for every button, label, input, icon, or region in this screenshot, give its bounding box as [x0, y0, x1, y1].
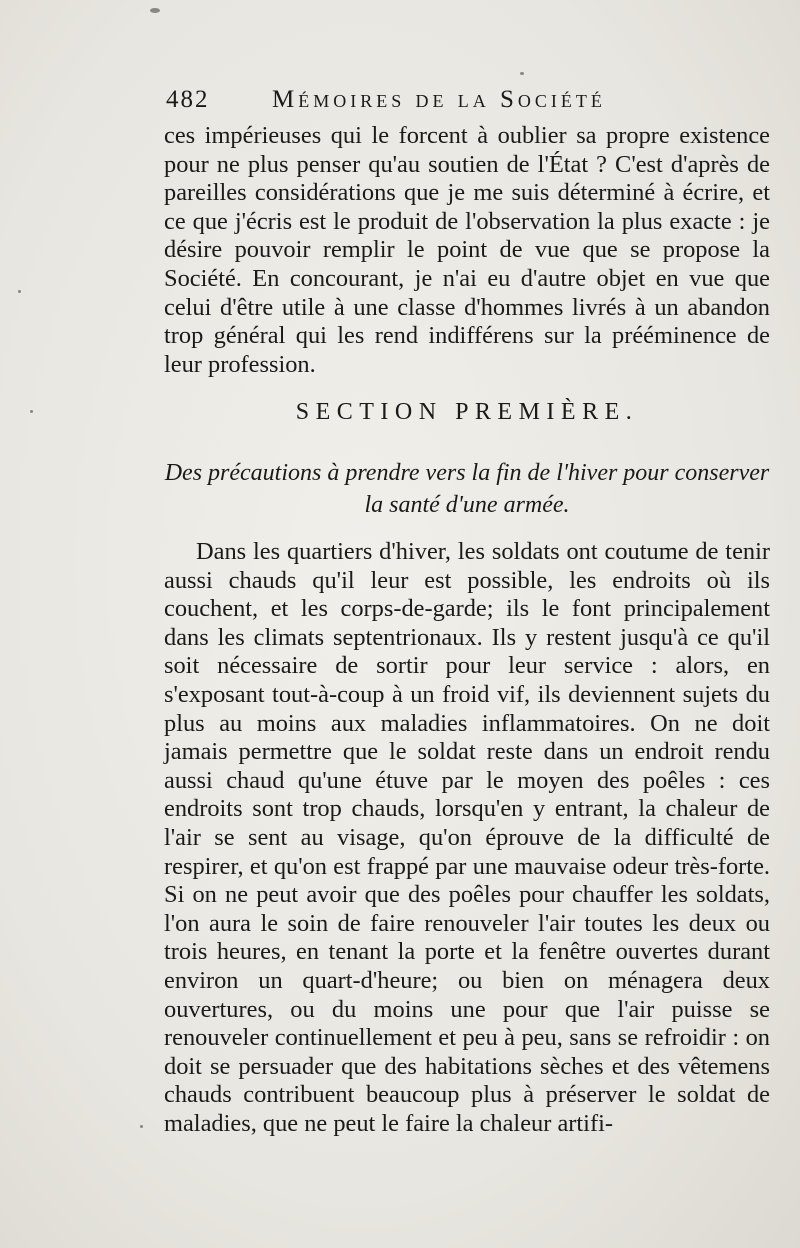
running-title: Mémoires de la Société: [272, 86, 606, 113]
section-heading: SECTION PREMIÈRE.: [295, 399, 639, 425]
print-speck: [18, 290, 21, 293]
print-speck: [520, 72, 524, 75]
page-number: 482: [166, 86, 210, 113]
print-speck: [150, 8, 160, 13]
intro-paragraph: ces impérieuses qui le forcent à oublier sa propre existence pour ne plus penser qu'au soutien de l'État ? C'est d'après de pareilles considérations que je me suis déterminé à écrire, et ce que j'écris est le produit de l'observation la plus exacte : je désire pouvoir remplir le point de vue que se propose la Société. En concourant, je n'ai eu d'autre objet en vue que celui d'être utile à une classe d'hommes livrés à un abandon trop général qui les rend indifférens sur la prééminence de leur profession.: [164, 122, 770, 378]
page-header: [166, 86, 686, 120]
body-paragraph-block: [164, 538, 770, 1138]
body-paragraph: Dans les quartiers d'hiver, les soldats ont coutume de tenir aussi chauds qu'il leur est possible, les endroits où ils couchent, et les corps-de-garde; ils le font principalement dans les climats septentrionaux. Ils y restent jusqu'à ce qu'il soit nécessaire de sortir pour leur service : alors, en s'exposant tout-à-coup à un froid vif, ils deviennent sujets du plus au moins aux maladies inflammatoires. On ne doit jamais permettre que le soldat reste dans un endroit rendu aussi chaud qu'une étuve par le moyen des poêles : ces endroits sont trop chauds, lorsqu'en y entrant, la chaleur de l'air se sent au visage, qu'on éprouve de la difficulté de respirer, et qu'on est frappé par une mauvaise odeur très-forte. Si on ne peut avoir que des poêles pour chauffer les soldats, l'on aura le soin de faire renouveler l'air toutes les deux ou trois heures, en tenant la porte et la fenêtre ouvertes durant environ un quart-d'heure; ou bien on ménagera deux ouvertures, ou du moins une pour que l'air puisse se renouveler continuellement et peu à peu, sans se refroidir : on doit se persuader que des habitations sèches et des vêtemens chauds contribuent beaucoup plus à préserver le soldat de maladies, que ne peut le faire la chaleur artifi-: [164, 538, 770, 1137]
section-subtitle: Des précautions à prendre vers la fin de l'hiver pour conserver la santé d'une armée.: [164, 460, 770, 518]
print-speck: [30, 410, 33, 413]
intro-paragraph-block: [164, 122, 770, 379]
print-speck: [140, 1125, 143, 1128]
